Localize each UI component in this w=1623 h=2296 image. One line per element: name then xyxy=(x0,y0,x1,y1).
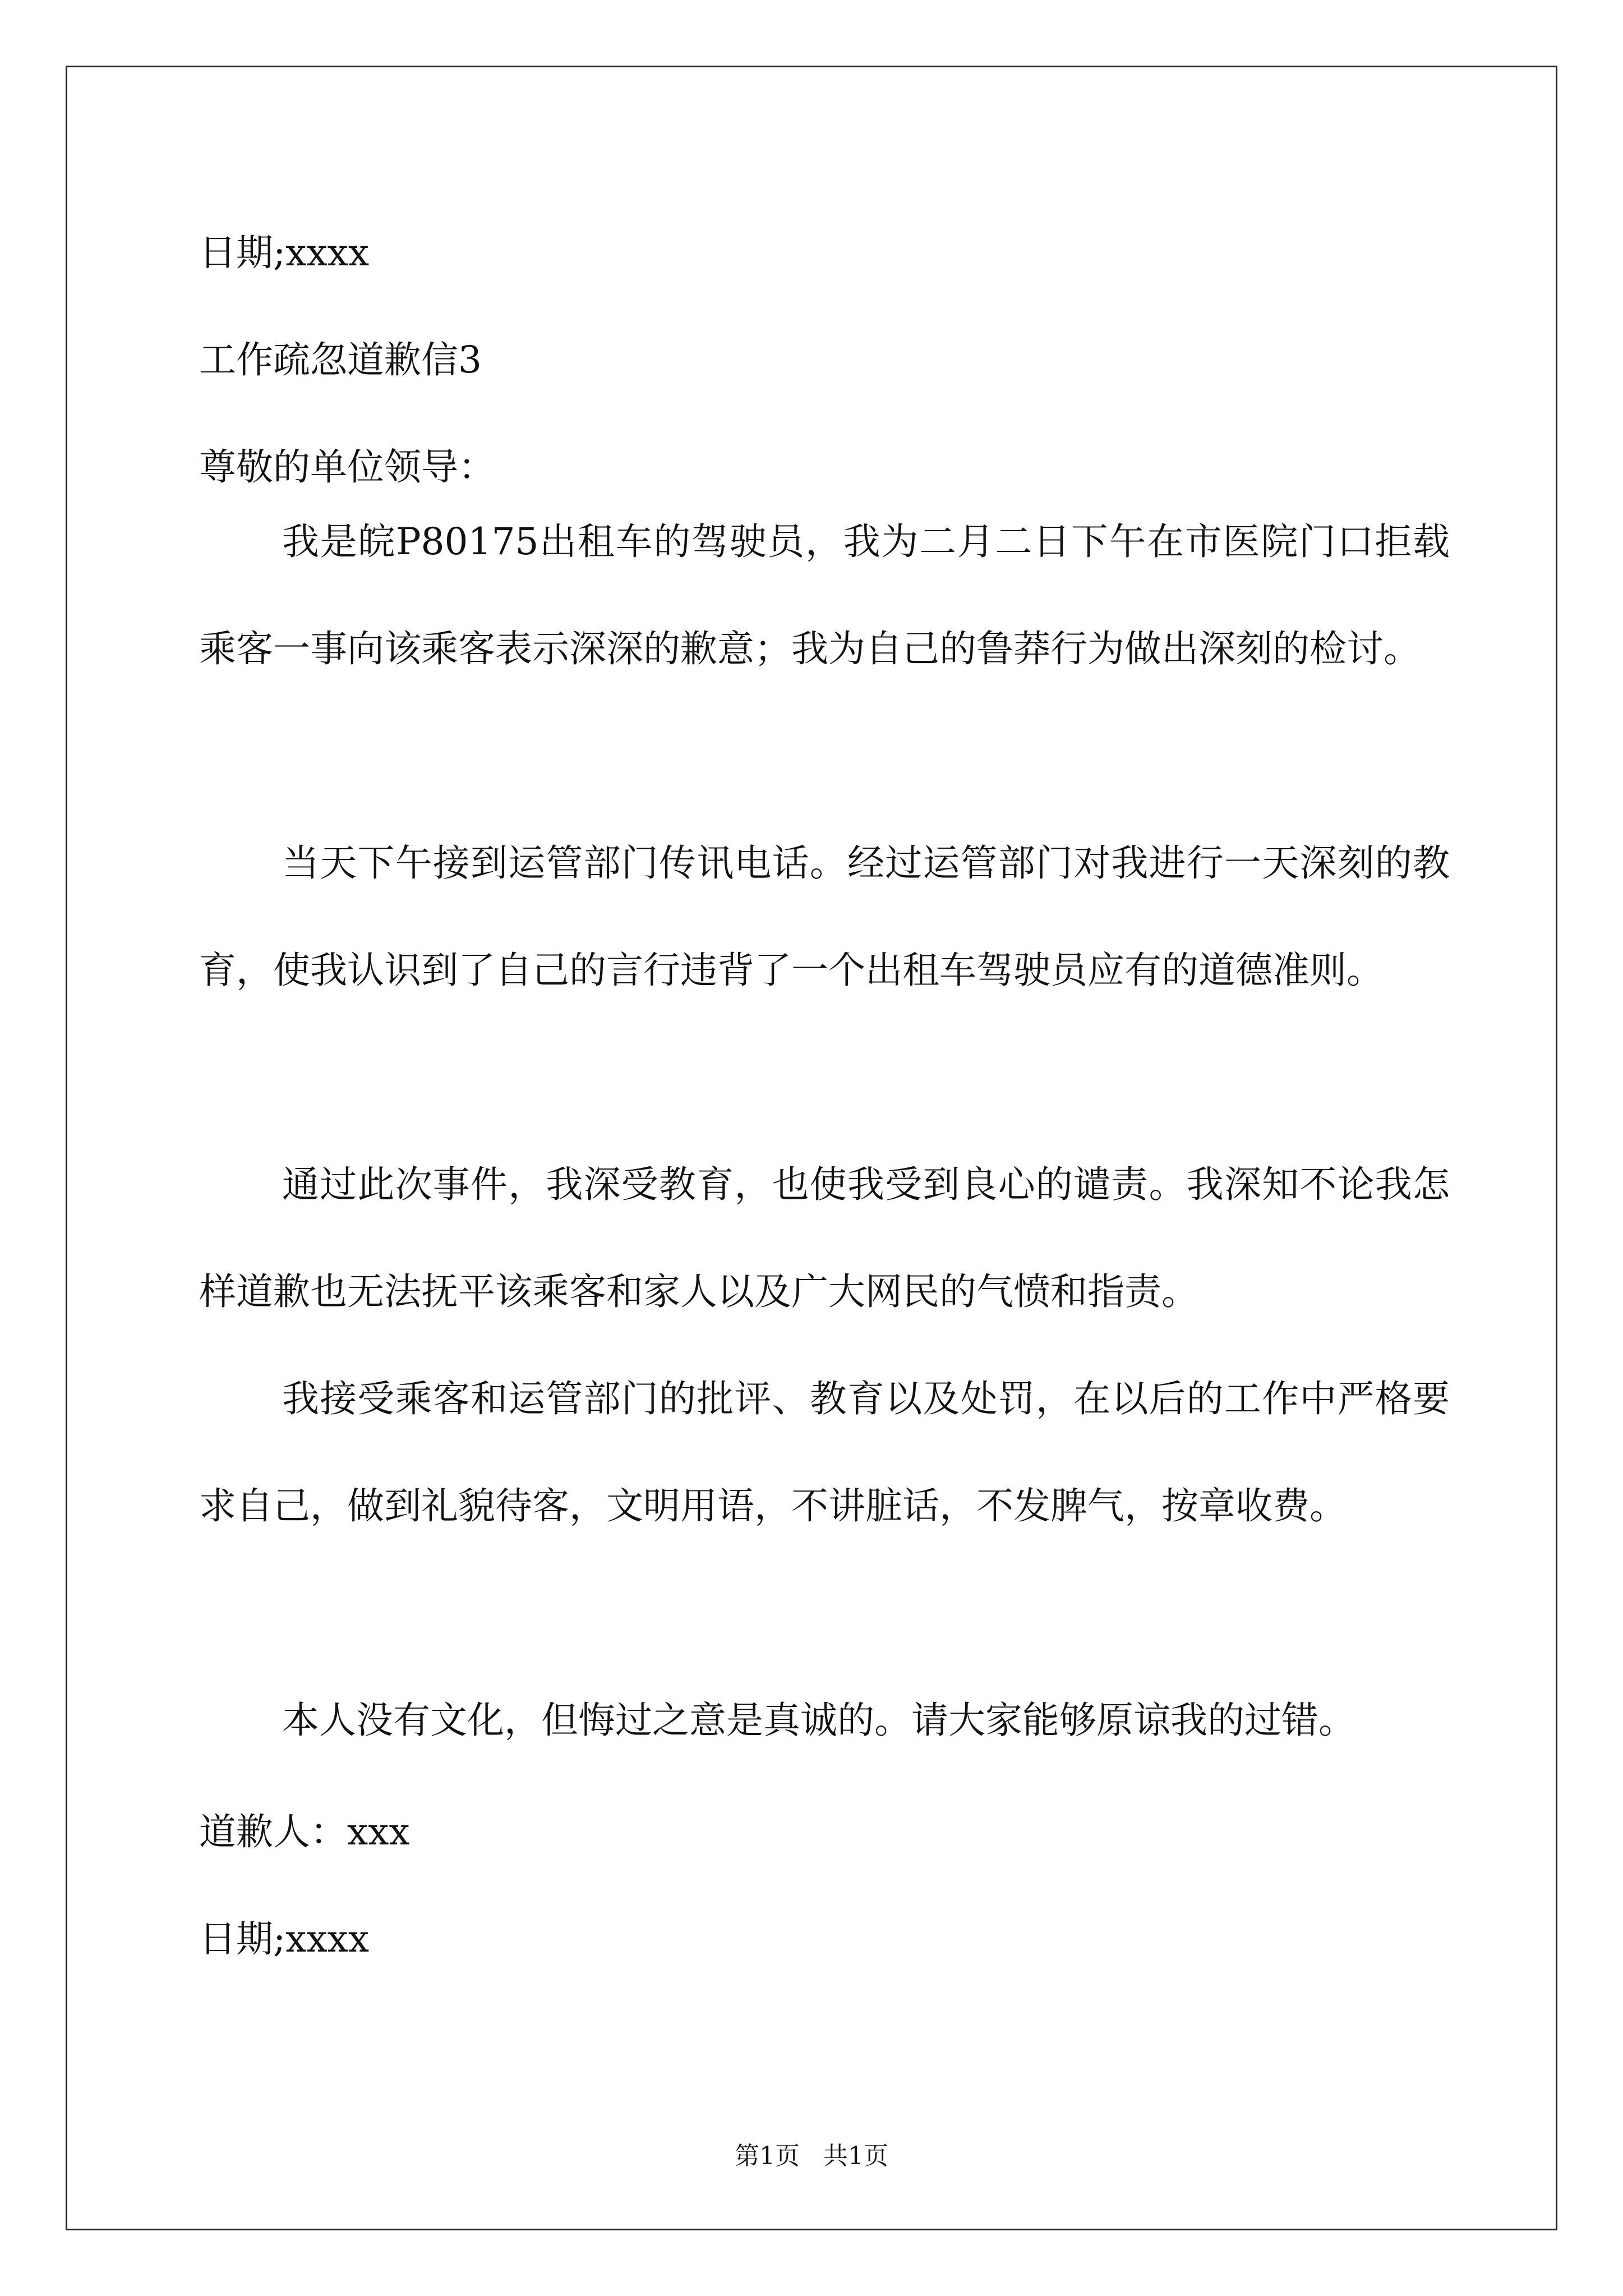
paragraph-4: 我接受乘客和运管部门的批评、教育以及处罚，在以后的工作中严格要求自己，做到礼貌待客，文明用语，不讲脏话，不发脾气，按章收费。 xyxy=(199,1377,1450,1527)
letter-title: 工作疏忽道歉信3 xyxy=(199,338,482,381)
paragraph-5: 本人没有文化，但悔过之意是真诚的。请大家能够原谅我的过错。 xyxy=(282,1699,1355,1742)
paragraph-3: 通过此次事件，我深受教育，也使我受到良心的谴责。我深知不论我怎样道歉也无法抚平该乘客和家人以及广大网民的气愤和指责。 xyxy=(199,1163,1450,1313)
bottom-date: 日期;xxxx xyxy=(199,1917,370,1961)
signature: 道歉人：xxx xyxy=(199,1810,410,1853)
top-date: 日期;xxxx xyxy=(199,231,370,274)
salutation: 尊敬的单位领导： xyxy=(199,445,495,489)
paragraph-1: 我是皖P80175出租车的驾驶员，我为二月二日下午在市医院门口拒载乘客一事向该乘客表示深深的歉意；我为自己的鲁莽行为做出深刻的检讨。 xyxy=(199,520,1450,670)
page-number-footer: 第1页 共1页 xyxy=(735,2142,888,2170)
paragraph-2: 当天下午接到运管部门传讯电话。经过运管部门对我进行一天深刻的教育，使我认识到了自己的言行违背了一个出租车驾驶员应有的道德准则。 xyxy=(199,841,1450,992)
